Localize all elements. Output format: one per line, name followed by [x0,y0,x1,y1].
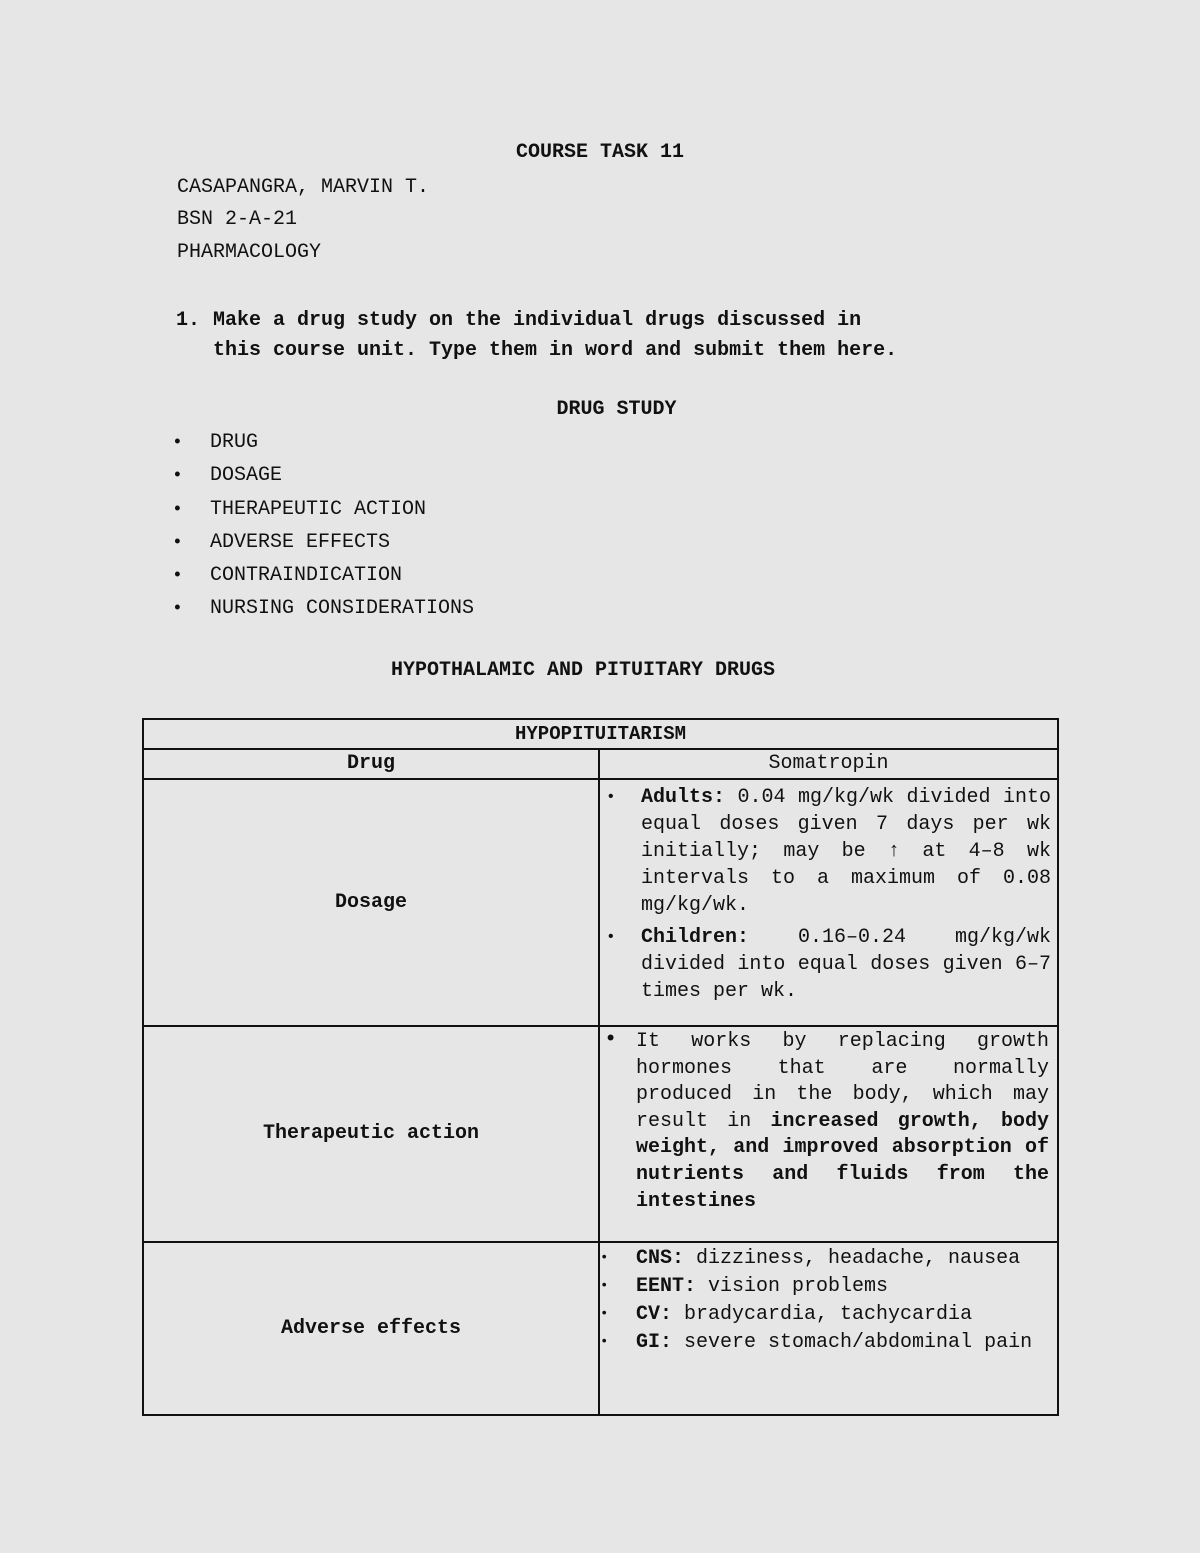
list-item: • DOSAGE [172,464,283,488]
list-item [600,1245,1057,1272]
course-task-title: COURSE TASK 11 [515,141,685,164]
item-text: 0.16–0.24 mg/kg/wk divided into equal doses given 6–7 times per wk. [641,926,1051,1003]
bullet-icon: • [172,466,183,487]
bullet-icon: • [606,788,616,806]
list-item [600,1027,1057,1215]
bullet-icon: • [172,532,183,553]
table-row [143,749,1058,779]
bold-term: Adults: [641,786,726,809]
item-text: bradycardia, tachycardia [672,1303,973,1326]
bullet-icon: • [172,566,183,587]
therapeutic-action-cell [599,1026,1058,1242]
list-item: • DRUG [172,431,259,454]
list-item [600,1329,1057,1356]
bullet-icon: • [172,599,183,620]
dosage-cell [599,779,1058,1026]
instruction-number: 1. [176,309,201,332]
bold-term: CNS: [636,1247,685,1270]
list-item: • THERAPEUTIC ACTION [172,497,427,521]
item-text: vision problems [696,1275,889,1298]
bullet-icon: • [600,1278,609,1294]
item-text: dizziness, headache, nausea [684,1247,1021,1270]
list-item: • ADVERSE EFFECTS [172,530,391,554]
dosage-label: Dosage [143,779,599,1026]
bold-term: GI: [636,1331,673,1354]
list-item: • NURSING CONSIDERATIONS [172,597,475,621]
item-text: 0.04 mg/kg/wk divided into equal doses given 7 days per wk initially; may be ↑ at 4–8 wk intervals to a maximum of 0.08 mg/kg/wk. [641,786,1051,917]
table-row [143,1026,1058,1242]
list-item: • CONTRAINDICATION [172,564,403,588]
section-title: HYPOTHALAMIC AND PITUITARY DRUGS [390,659,776,682]
list-item [600,1273,1057,1300]
adverse-effects-list [600,1243,1057,1356]
bullet-icon: • [600,1334,609,1350]
drug-study-topic-list [172,430,474,630]
drug-label: Drug [143,749,599,779]
subject-name: PHARMACOLOGY [177,241,322,264]
table-header-hypopituitarism: HYPOPITUITARISM [143,719,1058,749]
table-row [143,1242,1058,1415]
list-item [600,924,1051,1005]
bullet-icon: • [172,433,183,453]
list-item [600,1301,1057,1328]
therapeutic-action-list [600,1027,1057,1215]
therapeutic-action-label: Therapeutic action [143,1026,599,1242]
instruction-text: Make a drug study on the individual drugs discussed in this course unit. Type them in word and submit them here. [213,309,898,362]
adverse-effects-label: Adverse effects [143,1242,599,1415]
bullet-icon: • [606,928,616,946]
drug-study-table [142,718,1059,1416]
class-section: BSN 2-A-21 [177,208,298,231]
item-text: It works by replacing growth hormones that are normally produced in the body, which may result in [636,1030,1049,1133]
bullet-icon: • [600,1250,609,1266]
dosage-list [600,784,1051,1005]
item-text: severe stomach/abdominal pain [672,1331,1033,1354]
drug-value: Somatropin [599,749,1058,779]
bullet-icon: • [172,499,183,520]
adverse-effects-cell [599,1242,1058,1415]
bold-term: Children: [641,926,750,949]
student-name: CASAPANGRA, MARVIN T. [177,176,430,199]
list-item [600,784,1051,919]
bullet-icon: • [600,1306,609,1322]
table-row [143,719,1058,749]
drug-study-title: DRUG STUDY [556,398,677,421]
bullet-icon: • [604,1027,618,1052]
bold-term: EENT: [636,1275,697,1298]
instruction [176,306,1076,366]
bold-term: increased growth, body weight, and improved absorption of nutrients and fluids from the intestines [636,1109,1049,1213]
bold-term: CV: [636,1303,673,1326]
table-row [143,779,1058,1026]
